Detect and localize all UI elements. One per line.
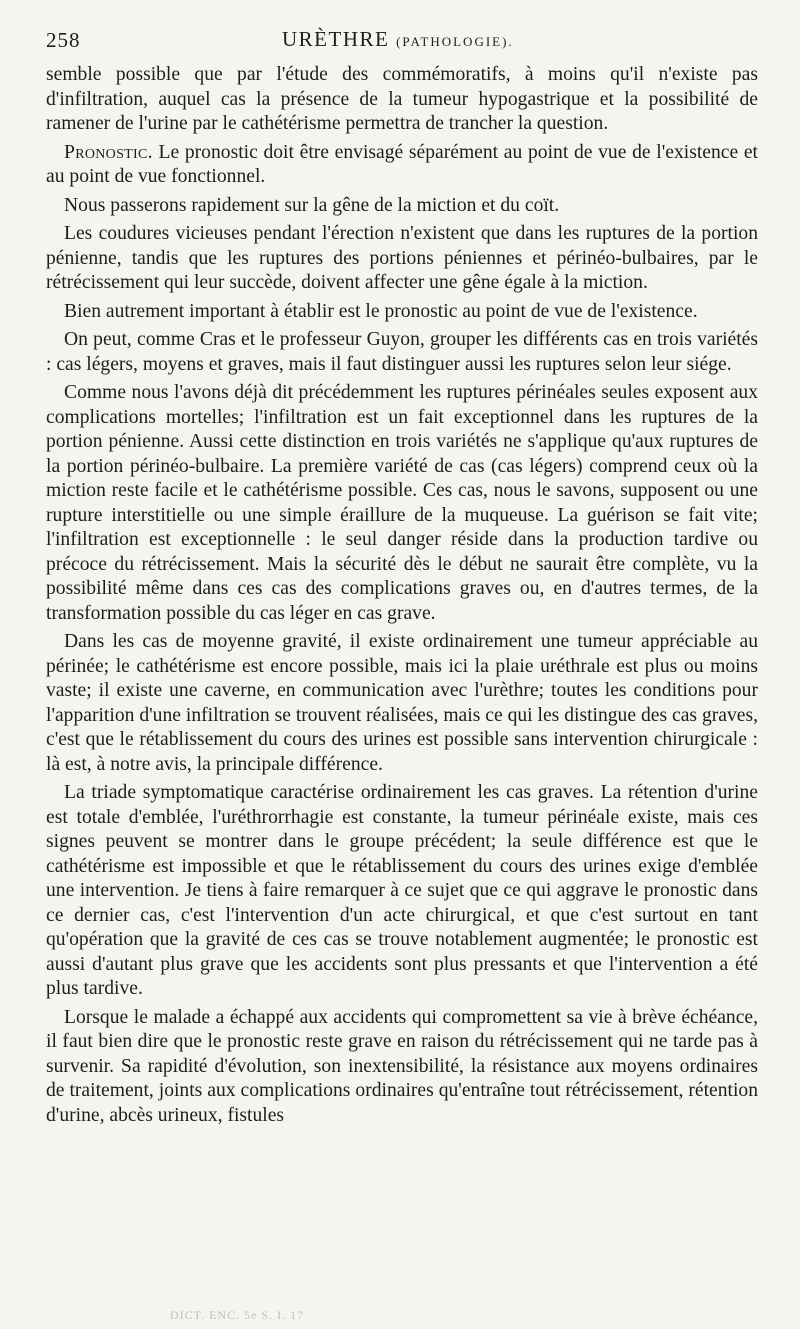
running-title-main: URÈTHRE [282, 27, 390, 51]
paragraph-5: Bien autrement important à établir est le pronostic au point de vue de l'existence. [64, 300, 698, 322]
paragraph-2 [46, 141, 758, 190]
running-title [282, 27, 514, 52]
body-text [46, 63, 758, 1132]
page-number: 258 [46, 28, 81, 52]
paragraph-10: Lorsque le malade a échappé aux accidents qui compromettent sa vie à brève échéance, il faut bien dire que le pronostic reste grave en raison du rétrécissement qui ne tarde pas à survenir. Sa rapidité d'évolution, son inextensibilité, la résistance aux moyens ordinaires de traitement, joints aux complications ordinaires qu'entraîne tout rétrécissement, rétention d'urine, abcès urineux, fistules [46, 1006, 758, 1126]
sheet-number: 17 [290, 1308, 305, 1322]
paragraph-2-text: Le pronostic doit être envisagé séparément au point de vue de l'existence et au point de vue fonctionnel. [46, 141, 758, 187]
paragraph-4: Les coudures vicieuses pendant l'érection n'existent que dans les ruptures de la portion pénienne, tandis que les ruptures des portions péniennes et périnéo-bulbaires, par le rétrécissement qui leur succède, doivent affecter une gêne égale à la miction. [46, 223, 758, 293]
page-header [46, 24, 754, 58]
paragraph-6: On peut, comme Cras et le professeur Guyon, grouper les différents cas en trois variétés : cas légers, moyens et graves, mais il faut distinguer aussi les ruptures selon leur siége. [46, 329, 758, 375]
sheet-signature: DICT. ENC. 5e S. I. [170, 1308, 287, 1322]
page-footer [170, 1308, 304, 1323]
running-title-subtitle: (PATHOLOGIE). [396, 34, 514, 49]
paragraph-3: Nous passerons rapidement sur la gêne de la miction et du coït. [64, 194, 560, 216]
section-label-pronostic: Pronostic. [64, 141, 153, 163]
paragraph-1: semble possible que par l'étude des commémoratifs, à moins qu'il n'existe pas d'infiltration, auquel cas la présence de la tumeur hypogastrique et la possibilité de ramener de l'urine par le cathétérisme permettra de trancher la question. [46, 64, 758, 134]
paragraph-9: La triade symptomatique caractérise ordinairement les cas graves. La rétention d'urine est totale d'emblée, l'uréthrorrhagie est constante, la tumeur périnéale existe, mais ces signes peuvent se montrer dans le groupe précédent; la seule différence est que le cathétérisme est impossible et que le rétablissement du cours des urines exige d'emblée une intervention. Je tiens à faire remarquer à ce sujet que ce qui aggrave le pronostic dans ce dernier cas, c'est l'intervention d'un acte chirurgical, et que c'est surtout en tant qu'opération que la gravité de ces cas se trouve notablement augmentée; le pronostic est aussi d'autant plus grave que les accidents sont plus pressants et que l'intervention a été plus tardive. [46, 782, 758, 999]
paragraph-7: Comme nous l'avons déjà dit précédemment les ruptures périnéales seules exposent aux complications mortelles; l'infiltration est un fait exceptionnel dans les ruptures de la portion pénienne. Aussi cette distinction en trois variétés ne s'applique qu'aux ruptures de la portion périnéo-bulbaire. La première variété de cas (cas légers) comprend ceux où la miction reste facile et le cathétérisme possible. Ces cas, nous le savons, supposent ou une rupture interstitielle ou une simple éraillure de la muqueuse. La guérison se fait vite; l'infiltration est exceptionnelle : le seul danger réside dans la production tardive ou précoce du rétrécissement. Mais la sécurité dès le début ne saurait être complète, vu la possibilité même dans ces cas des complications graves ou, en d'autres termes, de la transformation possible du cas léger en cas grave. [46, 382, 758, 624]
paragraph-8: Dans les cas de moyenne gravité, il existe ordinairement une tumeur appréciable au périnée; le cathétérisme est encore possible, mais ici la plaie uréthrale est plus ou moins vaste; il existe une caverne, en communication avec l'urèthre; toutes les conditions pour l'apparition d'une infiltration se trouvent réalisées, mais ce qui les distingue des cas graves, c'est que le rétablissement du cours des urines est possible sans intervention chirurgicale : là est, à notre avis, la principale différence. [46, 631, 758, 775]
